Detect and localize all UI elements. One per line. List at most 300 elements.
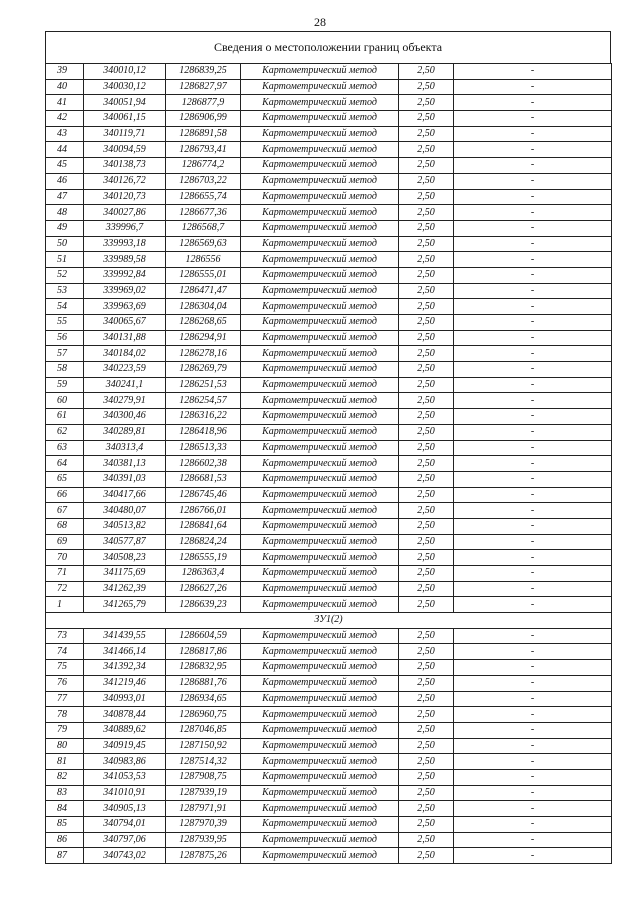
method-cell: Картометрический метод bbox=[241, 315, 399, 331]
description-cell: - bbox=[454, 769, 612, 785]
accuracy-cell: 2,50 bbox=[399, 330, 454, 346]
y-coordinate-cell: 1286471,47 bbox=[166, 283, 241, 299]
accuracy-cell: 2,50 bbox=[399, 283, 454, 299]
accuracy-cell: 2,50 bbox=[399, 252, 454, 268]
accuracy-cell: 2,50 bbox=[399, 534, 454, 550]
description-cell: - bbox=[454, 597, 612, 613]
x-coordinate-cell: 341392,34 bbox=[84, 660, 166, 676]
description-cell: - bbox=[454, 111, 612, 127]
description-cell: - bbox=[454, 173, 612, 189]
point-number-cell: 65 bbox=[46, 471, 84, 487]
method-cell: Картометрический метод bbox=[241, 597, 399, 613]
x-coordinate-cell: 340223,59 bbox=[84, 362, 166, 378]
table-row bbox=[46, 707, 612, 723]
point-number-cell: 79 bbox=[46, 722, 84, 738]
y-coordinate-cell: 1286268,65 bbox=[166, 315, 241, 331]
table-row bbox=[46, 424, 612, 440]
x-coordinate-cell: 340030,12 bbox=[84, 79, 166, 95]
point-number-cell: 63 bbox=[46, 440, 84, 456]
point-number-cell: 53 bbox=[46, 283, 84, 299]
description-cell: - bbox=[454, 581, 612, 597]
accuracy-cell: 2,50 bbox=[399, 675, 454, 691]
x-coordinate-cell: 340391,03 bbox=[84, 471, 166, 487]
accuracy-cell: 2,50 bbox=[399, 832, 454, 848]
description-cell: - bbox=[454, 252, 612, 268]
accuracy-cell: 2,50 bbox=[399, 299, 454, 315]
description-cell: - bbox=[454, 393, 612, 409]
description-cell: - bbox=[454, 205, 612, 221]
point-number-cell: 69 bbox=[46, 534, 84, 550]
table-row bbox=[46, 142, 612, 158]
accuracy-cell: 2,50 bbox=[399, 518, 454, 534]
coordinates-table-body bbox=[46, 64, 612, 864]
y-coordinate-cell: 1286655,74 bbox=[166, 189, 241, 205]
point-number-cell: 44 bbox=[46, 142, 84, 158]
y-coordinate-cell: 1286254,57 bbox=[166, 393, 241, 409]
accuracy-cell: 2,50 bbox=[399, 660, 454, 676]
point-number-cell: 59 bbox=[46, 377, 84, 393]
x-coordinate-cell: 340279,91 bbox=[84, 393, 166, 409]
x-coordinate-cell: 340120,73 bbox=[84, 189, 166, 205]
table-row bbox=[46, 769, 612, 785]
x-coordinate-cell: 340889,62 bbox=[84, 722, 166, 738]
x-coordinate-cell: 340313,4 bbox=[84, 440, 166, 456]
method-cell: Картометрический метод bbox=[241, 769, 399, 785]
y-coordinate-cell: 1286602,38 bbox=[166, 456, 241, 472]
accuracy-cell: 2,50 bbox=[399, 644, 454, 660]
table-row bbox=[46, 409, 612, 425]
y-coordinate-cell: 1286569,63 bbox=[166, 236, 241, 252]
point-number-cell: 75 bbox=[46, 660, 84, 676]
method-cell: Картометрический метод bbox=[241, 409, 399, 425]
x-coordinate-cell: 340061,15 bbox=[84, 111, 166, 127]
table-row bbox=[46, 267, 612, 283]
description-cell: - bbox=[454, 738, 612, 754]
x-coordinate-cell: 340577,87 bbox=[84, 534, 166, 550]
table-row bbox=[46, 189, 612, 205]
accuracy-cell: 2,50 bbox=[399, 440, 454, 456]
description-cell: - bbox=[454, 534, 612, 550]
accuracy-cell: 2,50 bbox=[399, 471, 454, 487]
table-row bbox=[46, 158, 612, 174]
point-number-cell: 40 bbox=[46, 79, 84, 95]
method-cell: Картометрический метод bbox=[241, 785, 399, 801]
y-coordinate-cell: 1286774,2 bbox=[166, 158, 241, 174]
x-coordinate-cell: 340300,46 bbox=[84, 409, 166, 425]
x-coordinate-cell: 340794,01 bbox=[84, 817, 166, 833]
method-cell: Картометрический метод bbox=[241, 95, 399, 111]
point-number-cell: 56 bbox=[46, 330, 84, 346]
table-row bbox=[46, 534, 612, 550]
table-row bbox=[46, 785, 612, 801]
point-number-cell: 57 bbox=[46, 346, 84, 362]
y-coordinate-cell: 1287939,19 bbox=[166, 785, 241, 801]
method-cell: Картометрический метод bbox=[241, 848, 399, 864]
description-cell: - bbox=[454, 424, 612, 440]
method-cell: Картометрический метод bbox=[241, 158, 399, 174]
accuracy-cell: 2,50 bbox=[399, 487, 454, 503]
x-coordinate-cell: 340878,44 bbox=[84, 707, 166, 723]
point-number-cell: 67 bbox=[46, 503, 84, 519]
table-row bbox=[46, 95, 612, 111]
table-row bbox=[46, 738, 612, 754]
accuracy-cell: 2,50 bbox=[399, 785, 454, 801]
y-coordinate-cell: 1286766,01 bbox=[166, 503, 241, 519]
accuracy-cell: 2,50 bbox=[399, 95, 454, 111]
point-number-cell: 58 bbox=[46, 362, 84, 378]
description-cell: - bbox=[454, 848, 612, 864]
method-cell: Картометрический метод bbox=[241, 707, 399, 723]
accuracy-cell: 2,50 bbox=[399, 158, 454, 174]
method-cell: Картометрический метод bbox=[241, 628, 399, 644]
table-row bbox=[46, 628, 612, 644]
table-row bbox=[46, 64, 612, 80]
point-number-cell: 47 bbox=[46, 189, 84, 205]
method-cell: Картометрический метод bbox=[241, 252, 399, 268]
y-coordinate-cell: 1286960,75 bbox=[166, 707, 241, 723]
table-row bbox=[46, 456, 612, 472]
description-cell: - bbox=[454, 315, 612, 331]
table-row bbox=[46, 440, 612, 456]
method-cell: Картометрический метод bbox=[241, 220, 399, 236]
description-cell: - bbox=[454, 95, 612, 111]
table-title: Сведения о местоположении границ объекта bbox=[45, 31, 611, 63]
table-row bbox=[46, 550, 612, 566]
y-coordinate-cell: 1286604,59 bbox=[166, 628, 241, 644]
table-row bbox=[46, 660, 612, 676]
y-coordinate-cell: 1287939,95 bbox=[166, 832, 241, 848]
description-cell: - bbox=[454, 267, 612, 283]
accuracy-cell: 2,50 bbox=[399, 817, 454, 833]
x-coordinate-cell: 341219,46 bbox=[84, 675, 166, 691]
x-coordinate-cell: 340126,72 bbox=[84, 173, 166, 189]
y-coordinate-cell: 1286418,96 bbox=[166, 424, 241, 440]
accuracy-cell: 2,50 bbox=[399, 393, 454, 409]
y-coordinate-cell: 1286627,26 bbox=[166, 581, 241, 597]
table-row bbox=[46, 754, 612, 770]
method-cell: Картометрический метод bbox=[241, 534, 399, 550]
description-cell: - bbox=[454, 722, 612, 738]
y-coordinate-cell: 1286568,7 bbox=[166, 220, 241, 236]
description-cell: - bbox=[454, 142, 612, 158]
table-row bbox=[46, 581, 612, 597]
method-cell: Картометрический метод bbox=[241, 518, 399, 534]
accuracy-cell: 2,50 bbox=[399, 801, 454, 817]
y-coordinate-cell: 1286251,53 bbox=[166, 377, 241, 393]
x-coordinate-cell: 340010,12 bbox=[84, 64, 166, 80]
point-number-cell: 55 bbox=[46, 315, 84, 331]
coordinates-table bbox=[45, 63, 612, 864]
y-coordinate-cell: 1286555,19 bbox=[166, 550, 241, 566]
point-number-cell: 51 bbox=[46, 252, 84, 268]
accuracy-cell: 2,50 bbox=[399, 142, 454, 158]
table-row bbox=[46, 79, 612, 95]
y-coordinate-cell: 1286269,79 bbox=[166, 362, 241, 378]
description-cell: - bbox=[454, 377, 612, 393]
x-coordinate-cell: 340184,02 bbox=[84, 346, 166, 362]
table-row bbox=[46, 173, 612, 189]
point-number-cell: 70 bbox=[46, 550, 84, 566]
description-cell: - bbox=[454, 330, 612, 346]
y-coordinate-cell: 1287908,75 bbox=[166, 769, 241, 785]
method-cell: Картометрический метод bbox=[241, 471, 399, 487]
y-coordinate-cell: 1286278,16 bbox=[166, 346, 241, 362]
y-coordinate-cell: 1286513,33 bbox=[166, 440, 241, 456]
point-number-cell: 49 bbox=[46, 220, 84, 236]
y-coordinate-cell: 1287514,32 bbox=[166, 754, 241, 770]
description-cell: - bbox=[454, 518, 612, 534]
x-coordinate-cell: 340480,07 bbox=[84, 503, 166, 519]
method-cell: Картометрический метод bbox=[241, 424, 399, 440]
page-number: 28 bbox=[314, 15, 326, 29]
point-number-cell: 78 bbox=[46, 707, 84, 723]
y-coordinate-cell: 1286839,25 bbox=[166, 64, 241, 80]
accuracy-cell: 2,50 bbox=[399, 566, 454, 582]
description-cell: - bbox=[454, 346, 612, 362]
point-number-cell: 43 bbox=[46, 126, 84, 142]
x-coordinate-cell: 340094,59 bbox=[84, 142, 166, 158]
y-coordinate-cell: 1286832,95 bbox=[166, 660, 241, 676]
accuracy-cell: 2,50 bbox=[399, 738, 454, 754]
description-cell: - bbox=[454, 440, 612, 456]
description-cell: - bbox=[454, 362, 612, 378]
table-row bbox=[46, 283, 612, 299]
point-number-cell: 81 bbox=[46, 754, 84, 770]
method-cell: Картометрический метод bbox=[241, 550, 399, 566]
table-row bbox=[46, 566, 612, 582]
method-cell: Картометрический метод bbox=[241, 503, 399, 519]
accuracy-cell: 2,50 bbox=[399, 456, 454, 472]
x-coordinate-cell: 340131,88 bbox=[84, 330, 166, 346]
table-row bbox=[46, 393, 612, 409]
point-number-cell: 45 bbox=[46, 158, 84, 174]
method-cell: Картометрический метод bbox=[241, 691, 399, 707]
x-coordinate-cell: 340241,1 bbox=[84, 377, 166, 393]
point-number-cell: 74 bbox=[46, 644, 84, 660]
description-cell: - bbox=[454, 503, 612, 519]
x-coordinate-cell: 341175,69 bbox=[84, 566, 166, 582]
table-row bbox=[46, 126, 612, 142]
method-cell: Картометрический метод bbox=[241, 362, 399, 378]
method-cell: Картометрический метод bbox=[241, 346, 399, 362]
accuracy-cell: 2,50 bbox=[399, 424, 454, 440]
method-cell: Картометрический метод bbox=[241, 173, 399, 189]
point-number-cell: 48 bbox=[46, 205, 84, 221]
table-row bbox=[46, 377, 612, 393]
point-number-cell: 54 bbox=[46, 299, 84, 315]
method-cell: Картометрический метод bbox=[241, 79, 399, 95]
point-number-cell: 71 bbox=[46, 566, 84, 582]
point-number-cell: 60 bbox=[46, 393, 84, 409]
point-number-cell: 72 bbox=[46, 581, 84, 597]
table-row bbox=[46, 675, 612, 691]
x-coordinate-cell: 340289,81 bbox=[84, 424, 166, 440]
y-coordinate-cell: 1287971,91 bbox=[166, 801, 241, 817]
x-coordinate-cell: 341466,14 bbox=[84, 644, 166, 660]
table-row bbox=[46, 111, 612, 127]
description-cell: - bbox=[454, 299, 612, 315]
x-coordinate-cell: 340381,13 bbox=[84, 456, 166, 472]
accuracy-cell: 2,50 bbox=[399, 707, 454, 723]
point-number-cell: 82 bbox=[46, 769, 84, 785]
point-number-cell: 1 bbox=[46, 597, 84, 613]
x-coordinate-cell: 340983,86 bbox=[84, 754, 166, 770]
method-cell: Картометрический метод bbox=[241, 675, 399, 691]
table-row bbox=[46, 330, 612, 346]
description-cell: - bbox=[454, 644, 612, 660]
method-cell: Картометрический метод bbox=[241, 440, 399, 456]
method-cell: Картометрический метод bbox=[241, 267, 399, 283]
accuracy-cell: 2,50 bbox=[399, 205, 454, 221]
accuracy-cell: 2,50 bbox=[399, 189, 454, 205]
accuracy-cell: 2,50 bbox=[399, 597, 454, 613]
accuracy-cell: 2,50 bbox=[399, 848, 454, 864]
table-row bbox=[46, 722, 612, 738]
accuracy-cell: 2,50 bbox=[399, 503, 454, 519]
method-cell: Картометрический метод bbox=[241, 817, 399, 833]
point-number-cell: 87 bbox=[46, 848, 84, 864]
method-cell: Картометрический метод bbox=[241, 236, 399, 252]
point-number-cell: 85 bbox=[46, 817, 84, 833]
section-label: ЗУ1(2) bbox=[46, 613, 612, 629]
description-cell: - bbox=[454, 64, 612, 80]
method-cell: Картометрический метод bbox=[241, 738, 399, 754]
method-cell: Картометрический метод bbox=[241, 644, 399, 660]
x-coordinate-cell: 341010,91 bbox=[84, 785, 166, 801]
description-cell: - bbox=[454, 220, 612, 236]
y-coordinate-cell: 1286841,64 bbox=[166, 518, 241, 534]
x-coordinate-cell: 341053,53 bbox=[84, 769, 166, 785]
point-number-cell: 83 bbox=[46, 785, 84, 801]
description-cell: - bbox=[454, 79, 612, 95]
y-coordinate-cell: 1286556 bbox=[166, 252, 241, 268]
method-cell: Картометрический метод bbox=[241, 660, 399, 676]
point-number-cell: 68 bbox=[46, 518, 84, 534]
description-cell: - bbox=[454, 660, 612, 676]
method-cell: Картометрический метод bbox=[241, 142, 399, 158]
x-coordinate-cell: 340417,66 bbox=[84, 487, 166, 503]
x-coordinate-cell: 339989,58 bbox=[84, 252, 166, 268]
point-number-cell: 66 bbox=[46, 487, 84, 503]
point-number-cell: 46 bbox=[46, 173, 84, 189]
point-number-cell: 64 bbox=[46, 456, 84, 472]
y-coordinate-cell: 1286793,41 bbox=[166, 142, 241, 158]
y-coordinate-cell: 1286681,53 bbox=[166, 471, 241, 487]
y-coordinate-cell: 1286316,22 bbox=[166, 409, 241, 425]
description-cell: - bbox=[454, 832, 612, 848]
x-coordinate-cell: 340743,02 bbox=[84, 848, 166, 864]
description-cell: - bbox=[454, 283, 612, 299]
x-coordinate-cell: 340919,45 bbox=[84, 738, 166, 754]
table-row bbox=[46, 832, 612, 848]
y-coordinate-cell: 1286363,4 bbox=[166, 566, 241, 582]
method-cell: Картометрический метод bbox=[241, 126, 399, 142]
description-cell: - bbox=[454, 707, 612, 723]
table-row bbox=[46, 252, 612, 268]
y-coordinate-cell: 1286891,58 bbox=[166, 126, 241, 142]
point-number-cell: 76 bbox=[46, 675, 84, 691]
description-cell: - bbox=[454, 487, 612, 503]
description-cell: - bbox=[454, 189, 612, 205]
method-cell: Картометрический метод bbox=[241, 393, 399, 409]
point-number-cell: 84 bbox=[46, 801, 84, 817]
x-coordinate-cell: 340027,86 bbox=[84, 205, 166, 221]
y-coordinate-cell: 1286906,99 bbox=[166, 111, 241, 127]
table-row bbox=[46, 518, 612, 534]
accuracy-cell: 2,50 bbox=[399, 173, 454, 189]
method-cell: Картометрический метод bbox=[241, 487, 399, 503]
table-row bbox=[46, 848, 612, 864]
description-cell: - bbox=[454, 471, 612, 487]
y-coordinate-cell: 1286304,04 bbox=[166, 299, 241, 315]
y-coordinate-cell: 1287046,85 bbox=[166, 722, 241, 738]
description-cell: - bbox=[454, 785, 612, 801]
method-cell: Картометрический метод bbox=[241, 189, 399, 205]
accuracy-cell: 2,50 bbox=[399, 236, 454, 252]
accuracy-cell: 2,50 bbox=[399, 754, 454, 770]
accuracy-cell: 2,50 bbox=[399, 550, 454, 566]
table-row bbox=[46, 315, 612, 331]
method-cell: Картометрический метод bbox=[241, 801, 399, 817]
y-coordinate-cell: 1286881,76 bbox=[166, 675, 241, 691]
method-cell: Картометрический метод bbox=[241, 754, 399, 770]
description-cell: - bbox=[454, 236, 612, 252]
point-number-cell: 62 bbox=[46, 424, 84, 440]
description-cell: - bbox=[454, 691, 612, 707]
accuracy-cell: 2,50 bbox=[399, 346, 454, 362]
point-number-cell: 86 bbox=[46, 832, 84, 848]
point-number-cell: 50 bbox=[46, 236, 84, 252]
boundary-table-frame bbox=[45, 31, 611, 864]
table-row bbox=[46, 346, 612, 362]
method-cell: Картометрический метод bbox=[241, 283, 399, 299]
y-coordinate-cell: 1286824,24 bbox=[166, 534, 241, 550]
accuracy-cell: 2,50 bbox=[399, 111, 454, 127]
accuracy-cell: 2,50 bbox=[399, 722, 454, 738]
y-coordinate-cell: 1286703,22 bbox=[166, 173, 241, 189]
point-number-cell: 41 bbox=[46, 95, 84, 111]
x-coordinate-cell: 340513,82 bbox=[84, 518, 166, 534]
point-number-cell: 80 bbox=[46, 738, 84, 754]
description-cell: - bbox=[454, 158, 612, 174]
point-number-cell: 52 bbox=[46, 267, 84, 283]
method-cell: Картометрический метод bbox=[241, 377, 399, 393]
y-coordinate-cell: 1286555,01 bbox=[166, 267, 241, 283]
accuracy-cell: 2,50 bbox=[399, 220, 454, 236]
y-coordinate-cell: 1286827,97 bbox=[166, 79, 241, 95]
table-row bbox=[46, 236, 612, 252]
table-row bbox=[46, 644, 612, 660]
table-row bbox=[46, 471, 612, 487]
table-row bbox=[46, 503, 612, 519]
accuracy-cell: 2,50 bbox=[399, 79, 454, 95]
x-coordinate-cell: 340508,23 bbox=[84, 550, 166, 566]
table-row bbox=[46, 691, 612, 707]
accuracy-cell: 2,50 bbox=[399, 769, 454, 785]
y-coordinate-cell: 1286294,91 bbox=[166, 330, 241, 346]
x-coordinate-cell: 339963,69 bbox=[84, 299, 166, 315]
y-coordinate-cell: 1287970,39 bbox=[166, 817, 241, 833]
x-coordinate-cell: 340051,94 bbox=[84, 95, 166, 111]
table-row bbox=[46, 220, 612, 236]
method-cell: Картометрический метод bbox=[241, 299, 399, 315]
y-coordinate-cell: 1286877,9 bbox=[166, 95, 241, 111]
description-cell: - bbox=[454, 675, 612, 691]
accuracy-cell: 2,50 bbox=[399, 581, 454, 597]
method-cell: Картометрический метод bbox=[241, 581, 399, 597]
x-coordinate-cell: 339993,18 bbox=[84, 236, 166, 252]
table-row bbox=[46, 817, 612, 833]
